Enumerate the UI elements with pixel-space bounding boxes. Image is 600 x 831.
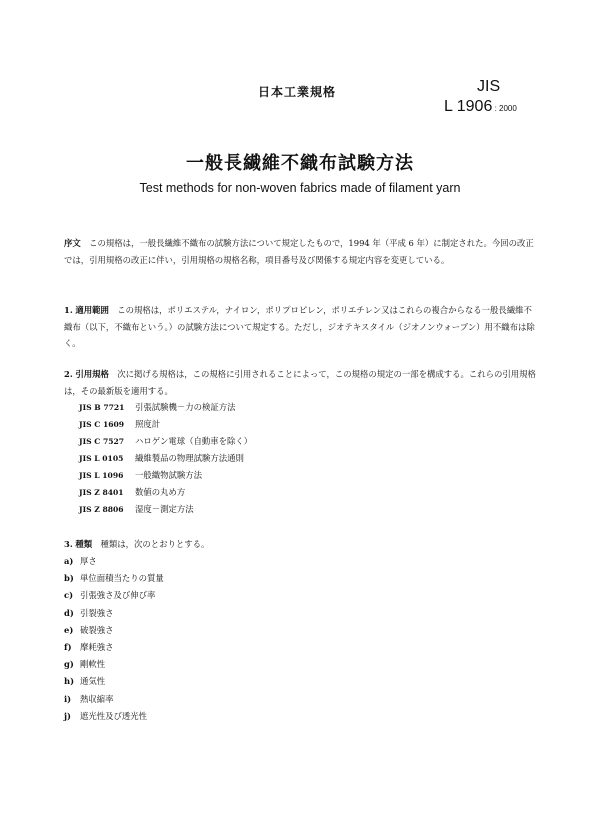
- list-item: [64, 553, 164, 570]
- section-3-text: 種類は，次のとおりとする。: [100, 539, 210, 549]
- standard-year: : 2000: [492, 104, 517, 113]
- list-item-text: 引裂強さ: [80, 607, 114, 618]
- reference-title: 湿度－測定方法: [135, 504, 194, 514]
- list-item-text: 摩耗強さ: [80, 642, 114, 653]
- reference-title: 数値の丸め方: [135, 487, 186, 497]
- preface-heading: 序文: [64, 238, 81, 248]
- list-item-text: 厚さ: [80, 556, 97, 566]
- jis-mark: JIS: [477, 78, 501, 95]
- reference-code: JIS L 0105: [79, 454, 124, 463]
- reference-title: 繊維製品の物理試験方法通則: [135, 453, 244, 463]
- list-item-text: 熱収縮率: [80, 693, 114, 704]
- list-item-letter: h): [64, 676, 75, 687]
- section-2-number: 2.: [64, 369, 73, 379]
- list-item: [64, 622, 164, 639]
- list-item-text: 引張強さ及び伸び率: [80, 590, 156, 601]
- list-item-letter: i): [64, 693, 72, 704]
- list-item-text: 破裂強さ: [80, 624, 114, 635]
- list-item-letter: a): [64, 556, 74, 566]
- section-2-heading: 引用規格: [75, 369, 109, 379]
- section-2-text: 次に掲げる規格は，この規格に引用されることによって，この規格の規定の一部を構成する。これらの引用規格は，その最新版を適用する。: [64, 369, 536, 396]
- standard-number: [444, 98, 517, 116]
- document-title-ja: 一般長繊維不織布試験方法: [186, 153, 414, 174]
- list-item: [64, 656, 164, 673]
- reference-title: 照度計: [135, 419, 161, 429]
- reference-title: 引張試験機－力の検証方法: [135, 402, 236, 412]
- reference-code: JIS C 7527: [79, 437, 125, 446]
- reference-code: JIS C 1609: [79, 420, 125, 429]
- list-item-letter: f): [64, 642, 72, 653]
- list-item-letter: j): [64, 710, 71, 721]
- list-item-letter: b): [64, 573, 74, 584]
- section-3-heading: 種類: [75, 539, 93, 549]
- reference-title: ハロゲン電球（自動車を除く）: [135, 436, 253, 446]
- reference-item: [79, 467, 252, 484]
- list-item-text: 遮光性及び透光性: [80, 710, 147, 721]
- reference-item: [79, 416, 252, 433]
- list-item: [64, 605, 164, 622]
- reference-code: JIS L 1096: [79, 471, 124, 480]
- reference-item: [79, 501, 252, 518]
- preface-text: この規格は，一般長繊維不織布の試験方法について規定したもので，1994 年（平成 6 年）に制定された。今回の改正では，引用規格の改正に伴い，引用規格の規格名称，項目番号及び関係する規定内容を変更している。: [64, 238, 534, 265]
- section-1-number: 1.: [64, 305, 73, 315]
- section-3: [64, 536, 540, 553]
- list-item: [64, 691, 164, 708]
- preface: [64, 235, 540, 268]
- reference-item: [79, 484, 252, 501]
- type-list: [64, 553, 164, 725]
- reference-code: JIS Z 8401: [79, 488, 124, 497]
- reference-title: 一般織物試験方法: [135, 470, 202, 480]
- standard-code: L 1906: [444, 98, 493, 115]
- reference-code: JIS B 7721: [79, 403, 125, 412]
- list-item-letter: d): [64, 607, 74, 618]
- list-item-text: 単位面積当たりの質量: [80, 573, 164, 584]
- list-item-text: 剛軟性: [80, 659, 106, 670]
- reference-list: [79, 399, 252, 518]
- section-1-heading: 適用範囲: [75, 305, 109, 315]
- list-item: [64, 708, 164, 725]
- section-1-text: この規格は，ポリエステル，ナイロン，ポリプロピレン，ポリエチレン又はこれらの複合からなる一般長繊維不織布（以下，不織布という。）の試験方法について規定する。ただし，ジオテキスタイル（ジオノンウォーブン）用不織布は除く。: [64, 305, 535, 348]
- document-title-en: Test methods for non-woven fabrics made of filament yarn: [139, 181, 461, 195]
- reference-code: JIS Z 8806: [79, 505, 124, 514]
- list-item: [64, 587, 164, 604]
- standard-category-label: 日本工業規格: [258, 85, 337, 99]
- section-3-number: 3.: [64, 539, 73, 549]
- list-item-letter: g): [64, 659, 74, 670]
- reference-item: [79, 450, 252, 467]
- list-item: [64, 673, 164, 690]
- list-item: [64, 570, 164, 587]
- list-item-letter: c): [64, 590, 74, 601]
- list-item-letter: e): [64, 624, 74, 635]
- list-item-text: 通気性: [80, 676, 106, 687]
- reference-item: [79, 399, 252, 416]
- list-item: [64, 639, 164, 656]
- reference-item: [79, 433, 252, 450]
- section-2: [64, 366, 540, 399]
- section-1: [64, 302, 540, 352]
